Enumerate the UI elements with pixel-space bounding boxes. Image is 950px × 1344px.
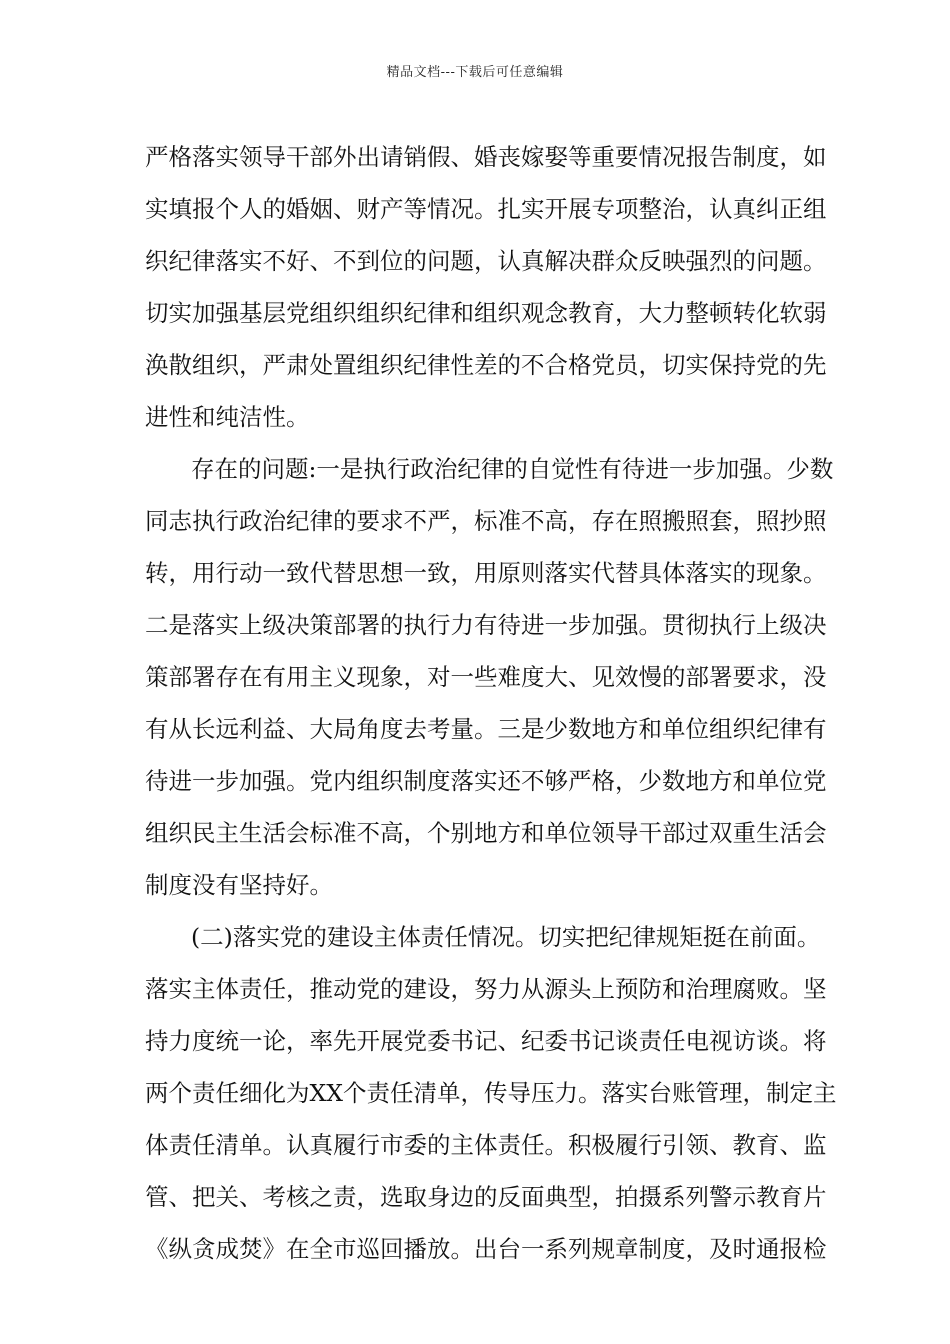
text-line: 管、把关、考核之责，选取身边的反面典型，拍摄系列警示教育片 (145, 1183, 827, 1211)
text-line: 组织民主生活会标准不高，个别地方和单位领导干部过双重生活会 (145, 819, 827, 847)
text-line: 有从长远利益、大局角度去考量。三是少数地方和单位组织纪律有 (145, 715, 827, 743)
paragraph-1 (145, 131, 827, 443)
text-line: 存在的问题:一是执行政治纪律的自觉性有待进一步加强。少数 (191, 455, 834, 483)
text-line: 严格落实领导干部外出请销假、婚丧嫁娶等重要情况报告制度，如 (145, 143, 827, 171)
text-line: 《纵贪成焚》在全市巡回播放。出台一系列规章制度，及时通报检 (145, 1235, 827, 1263)
text-line: 两个责任细化为XX个责任清单，传导压力。落实台账管理，制定主 (145, 1079, 837, 1107)
document-body (145, 131, 837, 1275)
text-line: 待进一步加强。党内组织制度落实还不够严格，少数地方和单位党 (145, 767, 827, 795)
text-line: 织纪律落实不好、不到位的问题，认真解决群众反映强烈的问题。 (145, 247, 827, 275)
text-line: 落实主体责任，推动党的建设，努力从源头上预防和治理腐败。坚 (145, 975, 827, 1003)
text-line: 涣散组织，严肃处置组织纪律性差的不合格党员，切实保持党的先 (145, 351, 827, 379)
text-line: (二)落实党的建设主体责任情况。切实把纪律规矩挺在前面。 (191, 923, 821, 951)
paragraph-2 (145, 443, 834, 911)
text-line: 进性和纯洁性。 (145, 403, 310, 431)
text-line: 策部署存在有用主义现象，对一些难度大、见效慢的部署要求，没 (145, 663, 827, 691)
text-line: 实填报个人的婚姻、财产等情况。扎实开展专项整治，认真纠正组 (145, 195, 827, 223)
text-line: 二是落实上级决策部署的执行力有待进一步加强。贯彻执行上级决 (145, 611, 827, 639)
text-line: 切实加强基层党组织组织纪律和组织观念教育，大力整顿转化软弱 (145, 299, 827, 327)
text-line: 同志执行政治纪律的要求不严，标准不高，存在照搬照套，照抄照 (145, 507, 827, 535)
text-line: 持力度统一论，率先开展党委书记、纪委书记谈责任电视访谈。将 (145, 1027, 827, 1055)
text-line: 体责任清单。认真履行市委的主体责任。积极履行引领、教育、监 (145, 1131, 827, 1159)
paragraph-3 (145, 911, 837, 1275)
text-line: 制度没有坚持好。 (145, 871, 333, 899)
text-line: 转，用行动一致代替思想一致，用原则落实代替具体落实的现象。 (145, 559, 827, 587)
page-header: 精品文档---下载后可任意编辑 (386, 65, 564, 80)
